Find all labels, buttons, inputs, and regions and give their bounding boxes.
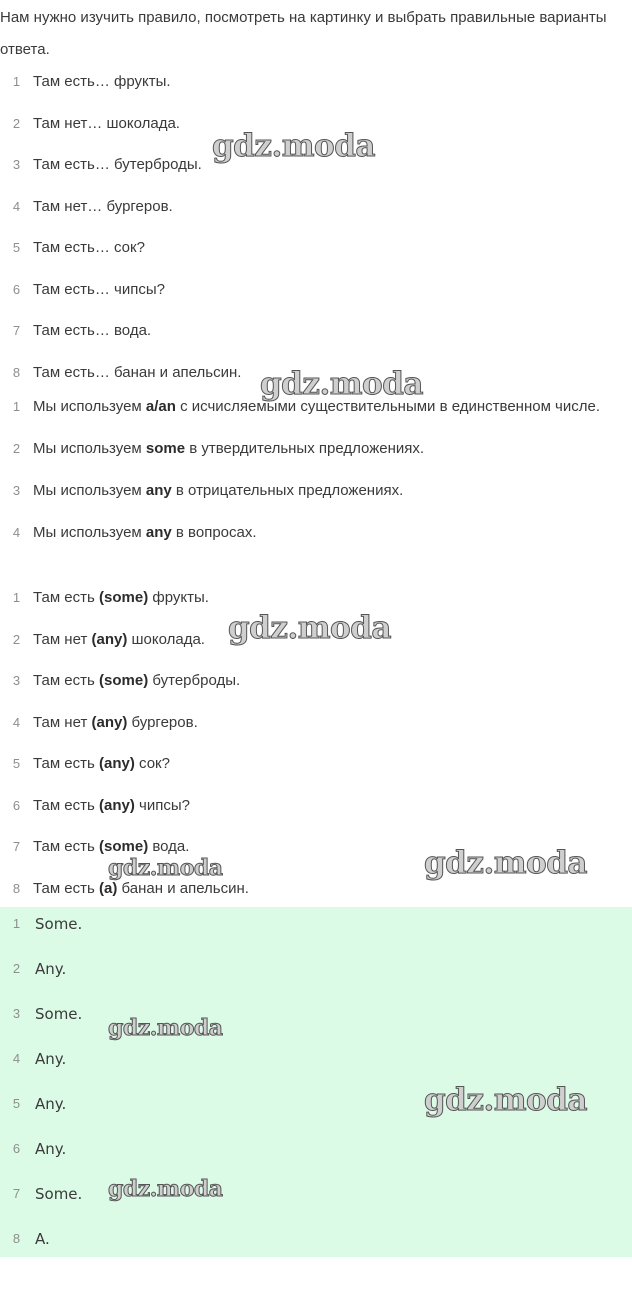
item-number: 3: [12, 483, 21, 498]
item-number: 8: [12, 880, 21, 896]
item-text: Там есть (a) банан и апельсин.: [33, 879, 249, 897]
item-number: 4: [12, 198, 21, 214]
item-text: Мы используем a/an с исчисляемыми существительными в единственном числе.: [33, 398, 601, 415]
list-item: [0, 269, 632, 311]
item-number: 6: [12, 1141, 21, 1156]
list-item: [0, 1180, 632, 1225]
list-item: [0, 352, 632, 394]
item-number: 2: [12, 441, 21, 456]
item-number: 1: [12, 399, 21, 414]
item-text: Там есть… банан и апельсин.: [33, 363, 242, 381]
item-number: 1: [12, 590, 21, 605]
item-text: Там нет (any) бургеров.: [33, 713, 198, 731]
item-text: Там есть (any) чипсы?: [33, 796, 190, 814]
item-text: Там есть… вода.: [33, 322, 152, 339]
sentences-list: [0, 61, 632, 393]
item-number: 4: [12, 1051, 21, 1066]
answer-text: Any.: [35, 960, 67, 978]
item-number: 1: [12, 916, 21, 931]
item-text: Мы используем any в вопросах.: [33, 524, 257, 541]
list-item: [0, 433, 632, 465]
item-text: Мы используем some в утвердительных предложениях.: [33, 440, 425, 457]
item-text: Там нет (any) шоколада.: [33, 630, 205, 648]
item-text: Там есть… бутерброды.: [33, 156, 202, 173]
answer-text: Any.: [35, 1095, 67, 1113]
watermark: gdz.moda: [260, 366, 423, 402]
answers-panel: [0, 907, 632, 1257]
list-item: [0, 660, 632, 702]
rules-list: [0, 391, 632, 549]
item-number: 5: [12, 756, 21, 771]
item-number: 7: [12, 1186, 21, 1201]
item-number: 3: [12, 157, 21, 172]
answer-text: Some.: [35, 1005, 83, 1023]
item-number: 2: [12, 961, 21, 976]
answers-list: [0, 910, 632, 1270]
answer-text: Some.: [35, 915, 83, 933]
list-item: [0, 1090, 632, 1135]
item-number: 8: [12, 364, 21, 380]
list-item: [0, 1045, 632, 1090]
item-text: Там есть (some) фрукты.: [33, 589, 209, 606]
list-item: [0, 577, 632, 619]
list-item: [0, 391, 632, 423]
list-item: [0, 619, 632, 661]
item-text: Там нет… шоколада.: [33, 114, 180, 132]
watermark: gdz.moda: [212, 128, 375, 164]
watermark: gdz.moda: [108, 855, 223, 881]
list-item: [0, 475, 632, 507]
item-text: Мы используем any в отрицательных предложениях.: [33, 482, 404, 499]
list-item: [0, 310, 632, 352]
item-number: 6: [12, 797, 21, 813]
filled-sentences-list: [0, 577, 632, 909]
item-number: 4: [12, 714, 21, 730]
list-item: [0, 826, 632, 868]
item-text: Там есть… чипсы?: [33, 280, 165, 298]
item-text: Там есть… фрукты.: [33, 73, 171, 90]
item-text: Там есть… сок?: [33, 239, 145, 256]
item-number: 7: [12, 839, 21, 854]
item-text: Там есть (any) сок?: [33, 755, 170, 772]
watermark: gdz.moda: [108, 1176, 223, 1202]
answer-text: Some.: [35, 1185, 83, 1203]
list-item: [0, 910, 632, 955]
list-item: [0, 785, 632, 827]
watermark: gdz.moda: [424, 1082, 587, 1118]
list-item: [0, 517, 632, 549]
item-number: 5: [12, 1096, 21, 1111]
list-item: [0, 702, 632, 744]
list-item: [0, 144, 632, 186]
watermark: gdz.moda: [228, 610, 391, 646]
watermark: gdz.moda: [108, 1015, 223, 1041]
list-item: [0, 227, 632, 269]
item-number: 2: [12, 115, 21, 131]
list-item: [0, 743, 632, 785]
item-number: 3: [12, 673, 21, 688]
list-item: [0, 61, 632, 103]
watermark: gdz.moda: [424, 845, 587, 881]
item-number: 7: [12, 323, 21, 338]
item-number: 8: [12, 1231, 21, 1246]
item-text: Там нет… бургеров.: [33, 197, 173, 215]
item-number: 4: [12, 525, 21, 540]
list-item: [0, 955, 632, 1000]
answer-text: A.: [35, 1230, 50, 1248]
list-item: [0, 1135, 632, 1180]
list-item: [0, 868, 632, 910]
item-number: 5: [12, 240, 21, 255]
list-item: [0, 1000, 632, 1045]
task-instruction: Нам нужно изучить правило, посмотреть на картинку и выбрать правильные варианты ответа.: [0, 9, 607, 58]
item-number: 1: [12, 74, 21, 89]
answer-text: Any.: [35, 1050, 67, 1068]
list-item: [0, 186, 632, 228]
item-number: 2: [12, 631, 21, 647]
item-number: 3: [12, 1006, 21, 1021]
list-item: [0, 103, 632, 145]
answer-text: Any.: [35, 1140, 67, 1158]
item-number: 6: [12, 281, 21, 297]
item-text: Там есть (some) вода.: [33, 838, 190, 855]
item-text: Там есть (some) бутерброды.: [33, 672, 241, 689]
list-item: [0, 1225, 632, 1270]
